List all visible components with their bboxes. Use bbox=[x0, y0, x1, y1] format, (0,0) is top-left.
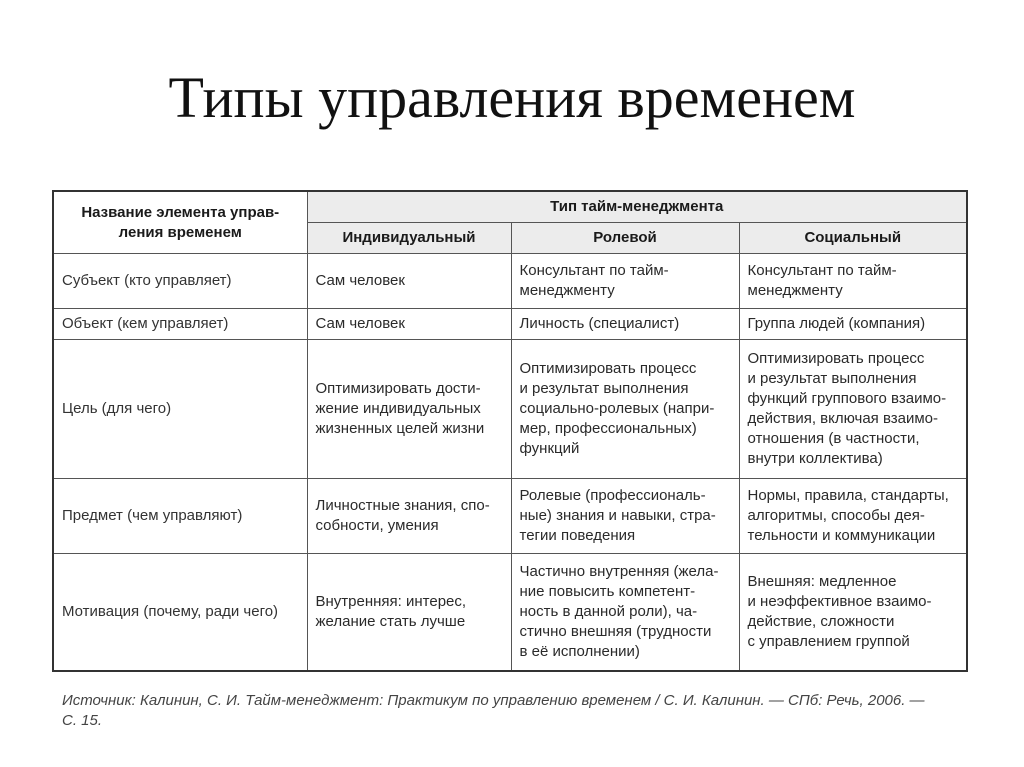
table-cell: Нормы, правила, стандарты, алгоритмы, способы дея- тельности и коммуникации bbox=[739, 479, 967, 554]
table-cell: Внутренняя: интерес, желание стать лучше bbox=[307, 554, 511, 672]
row-label: Предмет (чем управляют) bbox=[53, 479, 307, 554]
table-row bbox=[53, 309, 967, 340]
table-row bbox=[53, 554, 967, 672]
row-label: Объект (кем управляет) bbox=[53, 309, 307, 340]
table-cell: Консультант по тайм- менеджменту bbox=[511, 254, 739, 309]
table-row bbox=[53, 254, 967, 309]
table-cell: Ролевые (профессиональ- ные) знания и навыки, стра- тегии поведения bbox=[511, 479, 739, 554]
source-citation: Источник: Калинин, С. И. Тайм-менеджмент: Практикум по управлению временем / С. И. Калинин. — СПб: Речь, 2006. — С. 15. bbox=[62, 692, 925, 729]
table-cell: Сам человек bbox=[307, 309, 511, 340]
table-row bbox=[53, 340, 967, 479]
table-cell: Консультант по тайм- менеджменту bbox=[739, 254, 967, 309]
row-label: Субъект (кто управляет) bbox=[53, 254, 307, 309]
table-cell: Оптимизировать дости- жение индивидуальных жизненных целей жизни bbox=[307, 340, 511, 479]
row-label: Мотивация (почему, ради чего) bbox=[53, 554, 307, 672]
slide-title: Типы управления временем bbox=[168, 65, 856, 130]
table-cell: Внешняя: медленное и неэффективное взаимо- действие, сложности с управлением группой bbox=[739, 554, 967, 672]
table-cell: Сам человек bbox=[307, 254, 511, 309]
column-header-social: Социальный bbox=[739, 223, 967, 254]
time-management-table-wrapper bbox=[52, 190, 966, 672]
table-cell: Группа людей (компания) bbox=[739, 309, 967, 340]
table-cell: Личность (специалист) bbox=[511, 309, 739, 340]
time-management-table bbox=[52, 190, 968, 672]
table-cell: Частично внутренняя (жела- ние повысить компетент- ность в данной роли), ча- стично внешняя (трудности в её исполнении) bbox=[511, 554, 739, 672]
column-header-individual: Индивидуальный bbox=[307, 223, 511, 254]
column-header-role: Ролевой bbox=[511, 223, 739, 254]
table-cell: Оптимизировать процесс и результат выполнения функций группового взаимо- действия, включая взаимо- отношения (в частности, внутри коллектива) bbox=[739, 340, 967, 479]
row-label: Цель (для чего) bbox=[53, 340, 307, 479]
table-row bbox=[53, 479, 967, 554]
table-cell: Оптимизировать процесс и результат выполнения социально-ролевых (напри- мер, профессиональных) функций bbox=[511, 340, 739, 479]
table-cell: Личностные знания, спо- собности, умения bbox=[307, 479, 511, 554]
corner-header: Название элемента управ- ления временем bbox=[53, 191, 307, 254]
group-header: Тип тайм-менеджмента bbox=[307, 191, 967, 223]
